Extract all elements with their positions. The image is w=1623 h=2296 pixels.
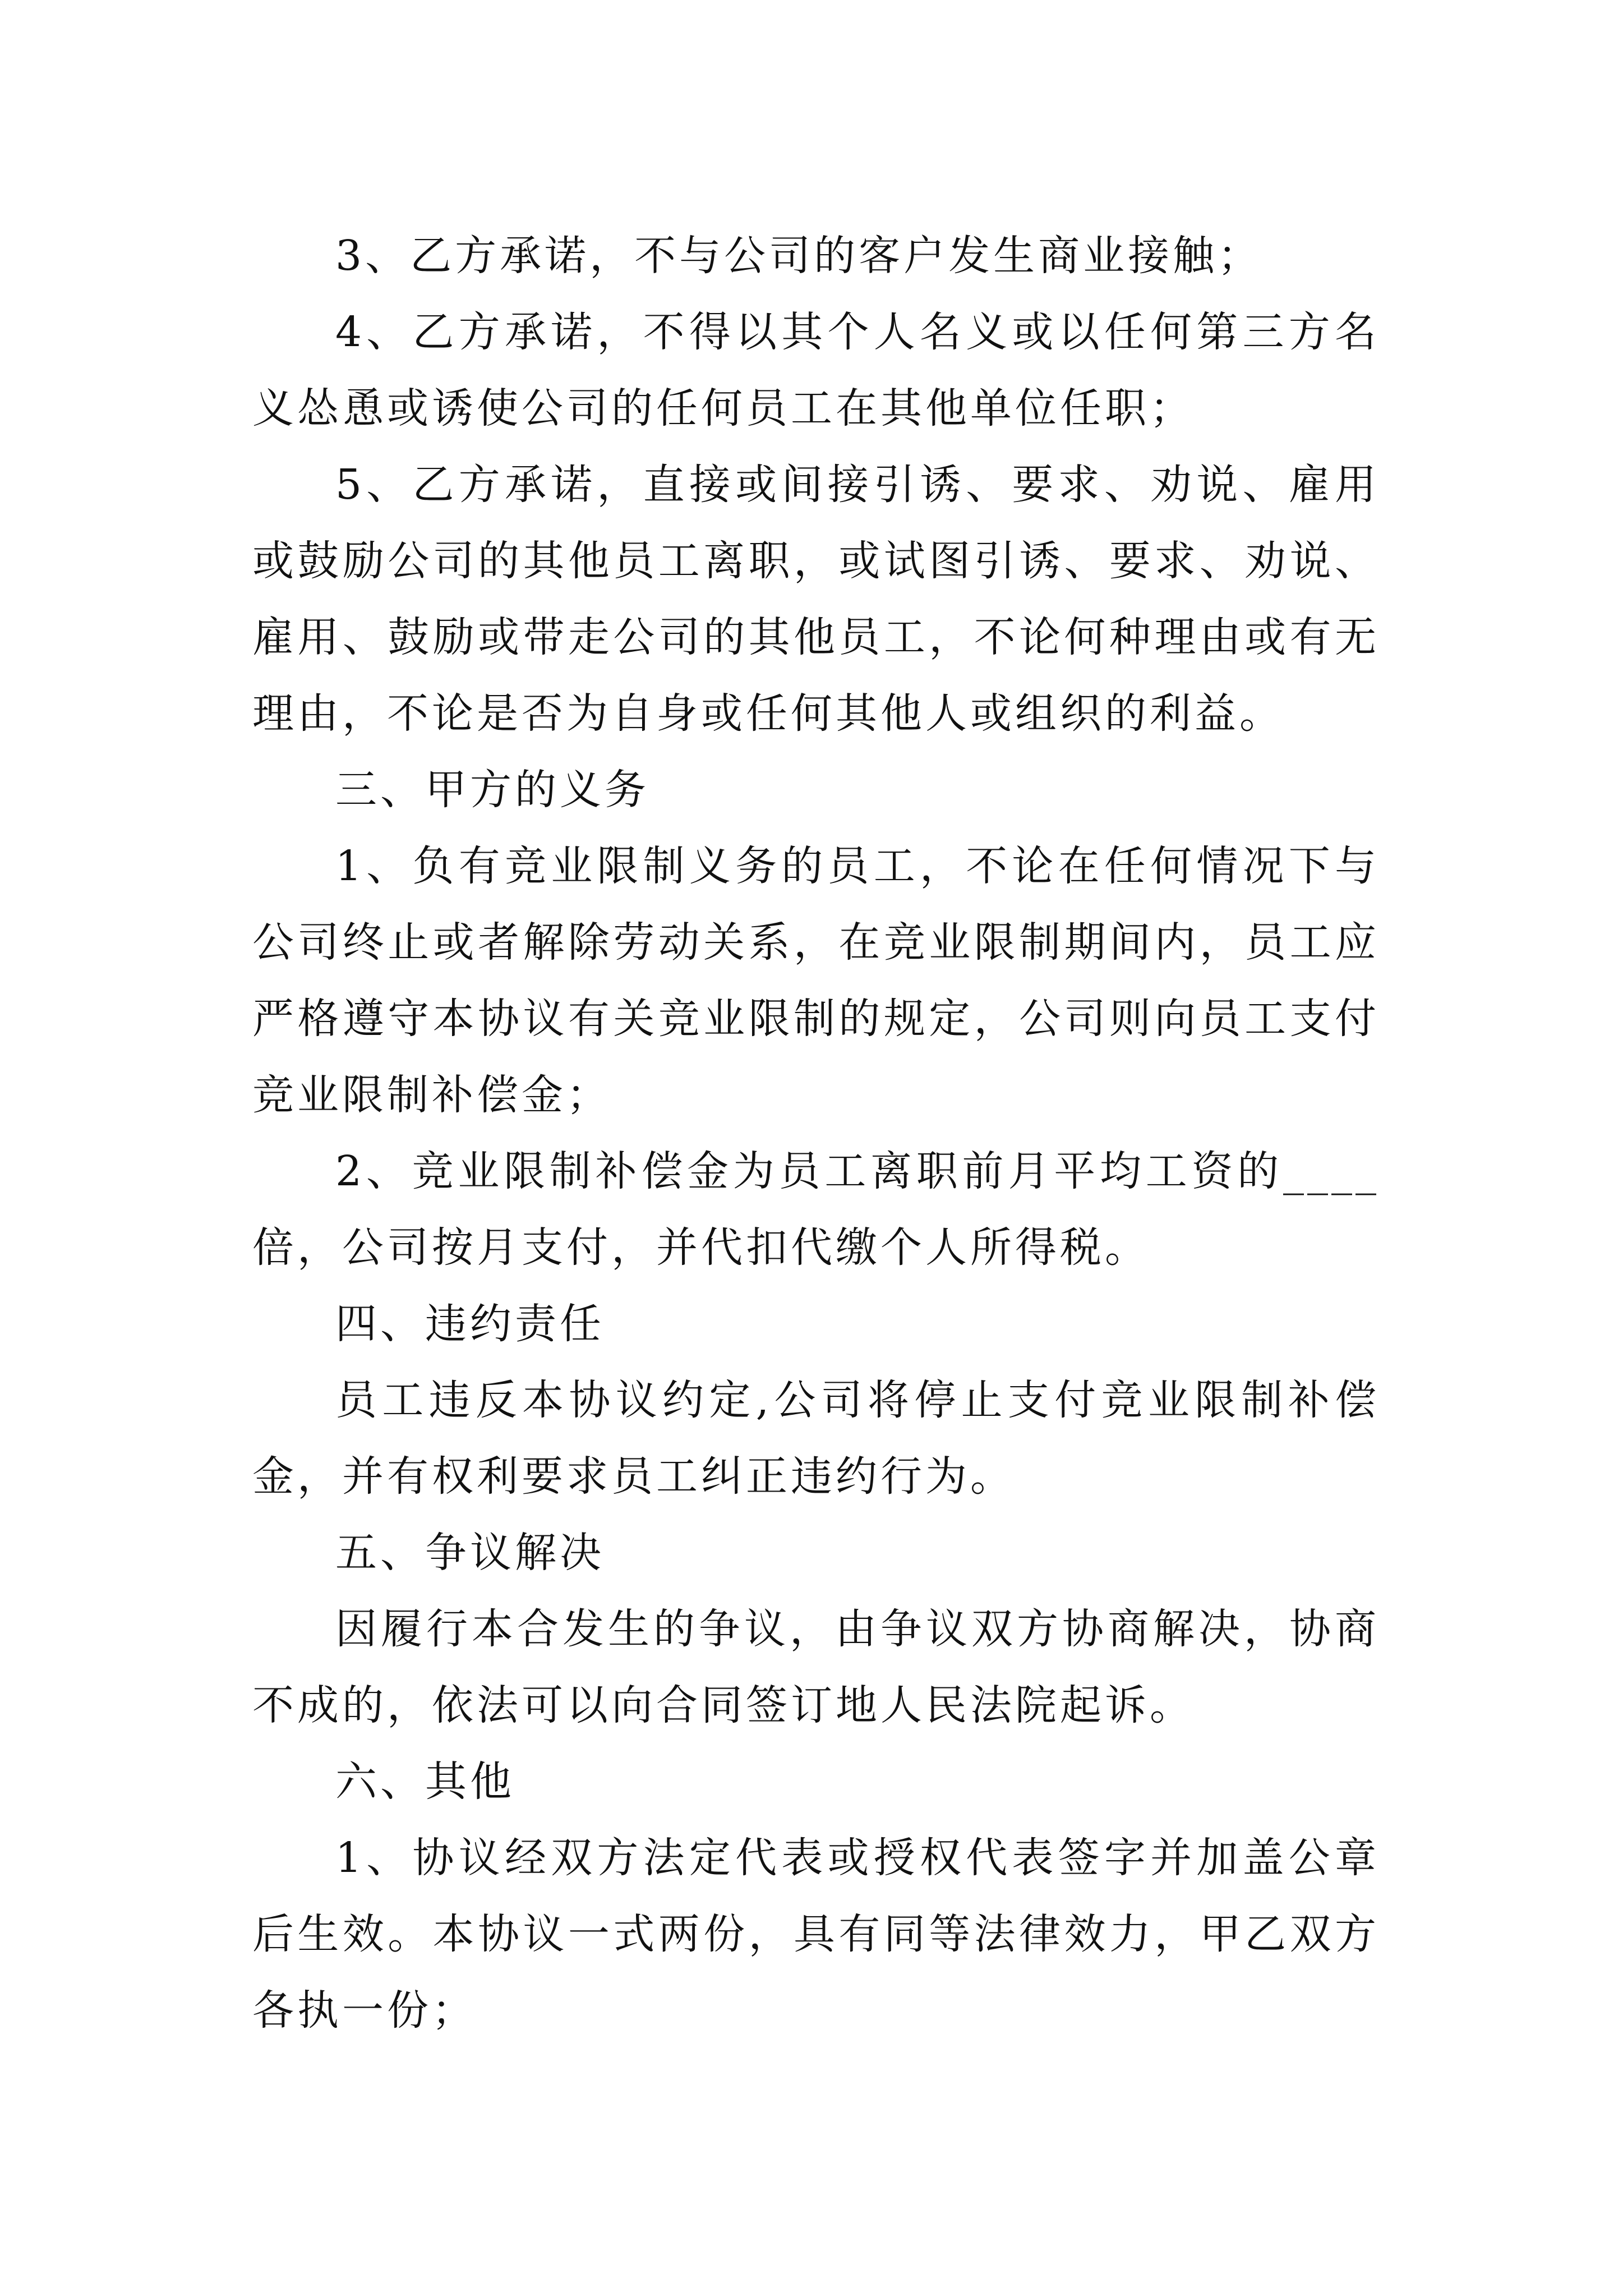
clause-effectiveness: 1、协议经双方法定代表或授权代表签字并加盖公章后生效。本协议一式两份，具有同等法律效力，甲乙双方各执一份； — [252, 1834, 1380, 2035]
clause-3-no-client-contact: 3、乙方承诺，不与公司的客户发生商业接触； — [335, 232, 1263, 280]
clause-dispute-resolution: 因履行本合发生的争议，由争议双方协商解决，协商不成的，依法可以向合同签订地人民法院起诉。 — [252, 1605, 1380, 1729]
clause-4-no-inducement: 4、乙方承诺，不得以其个人名义或以任何第三方名义怂恿或诱使公司的任何员工在其他单位任职； — [252, 308, 1380, 432]
section-heading-other: 六、其他 — [335, 1757, 515, 1806]
clause-compensation-amount: 2、竞业限制补偿金为员工离职前月平均工资的____倍，公司按月支付，并代扣代缴个人所得税。 — [252, 1147, 1380, 1272]
document-body — [252, 218, 1380, 2049]
clause-liability: 员工违反本协议约定,公司将停止支付竞业限制补偿金，并有权利要求员工纠正违约行为。 — [252, 1376, 1380, 1501]
clause-5-no-solicitation: 5、乙方承诺，直接或间接引诱、要求、劝说、雇用或鼓励公司的其他员工离职，或试图引诱、要求、劝说、雇用、鼓励或带走公司的其他员工，不论何种理由或有无理由，不论是否为自身或任何其他人或组织的利益。 — [252, 461, 1380, 738]
section-heading-party-a-obligations: 三、甲方的义务 — [335, 766, 649, 814]
section-heading-dispute-resolution: 五、争议解决 — [335, 1529, 605, 1577]
clause-compensation-obligation: 1、负有竞业限制义务的员工，不论在任何情况下与公司终止或者解除劳动关系，在竞业限制期间内，员工应严格遵守本协议有关竞业限制的规定，公司则向员工支付竞业限制补偿金； — [252, 842, 1380, 1119]
section-heading-liability: 四、违约责任 — [335, 1300, 605, 1348]
